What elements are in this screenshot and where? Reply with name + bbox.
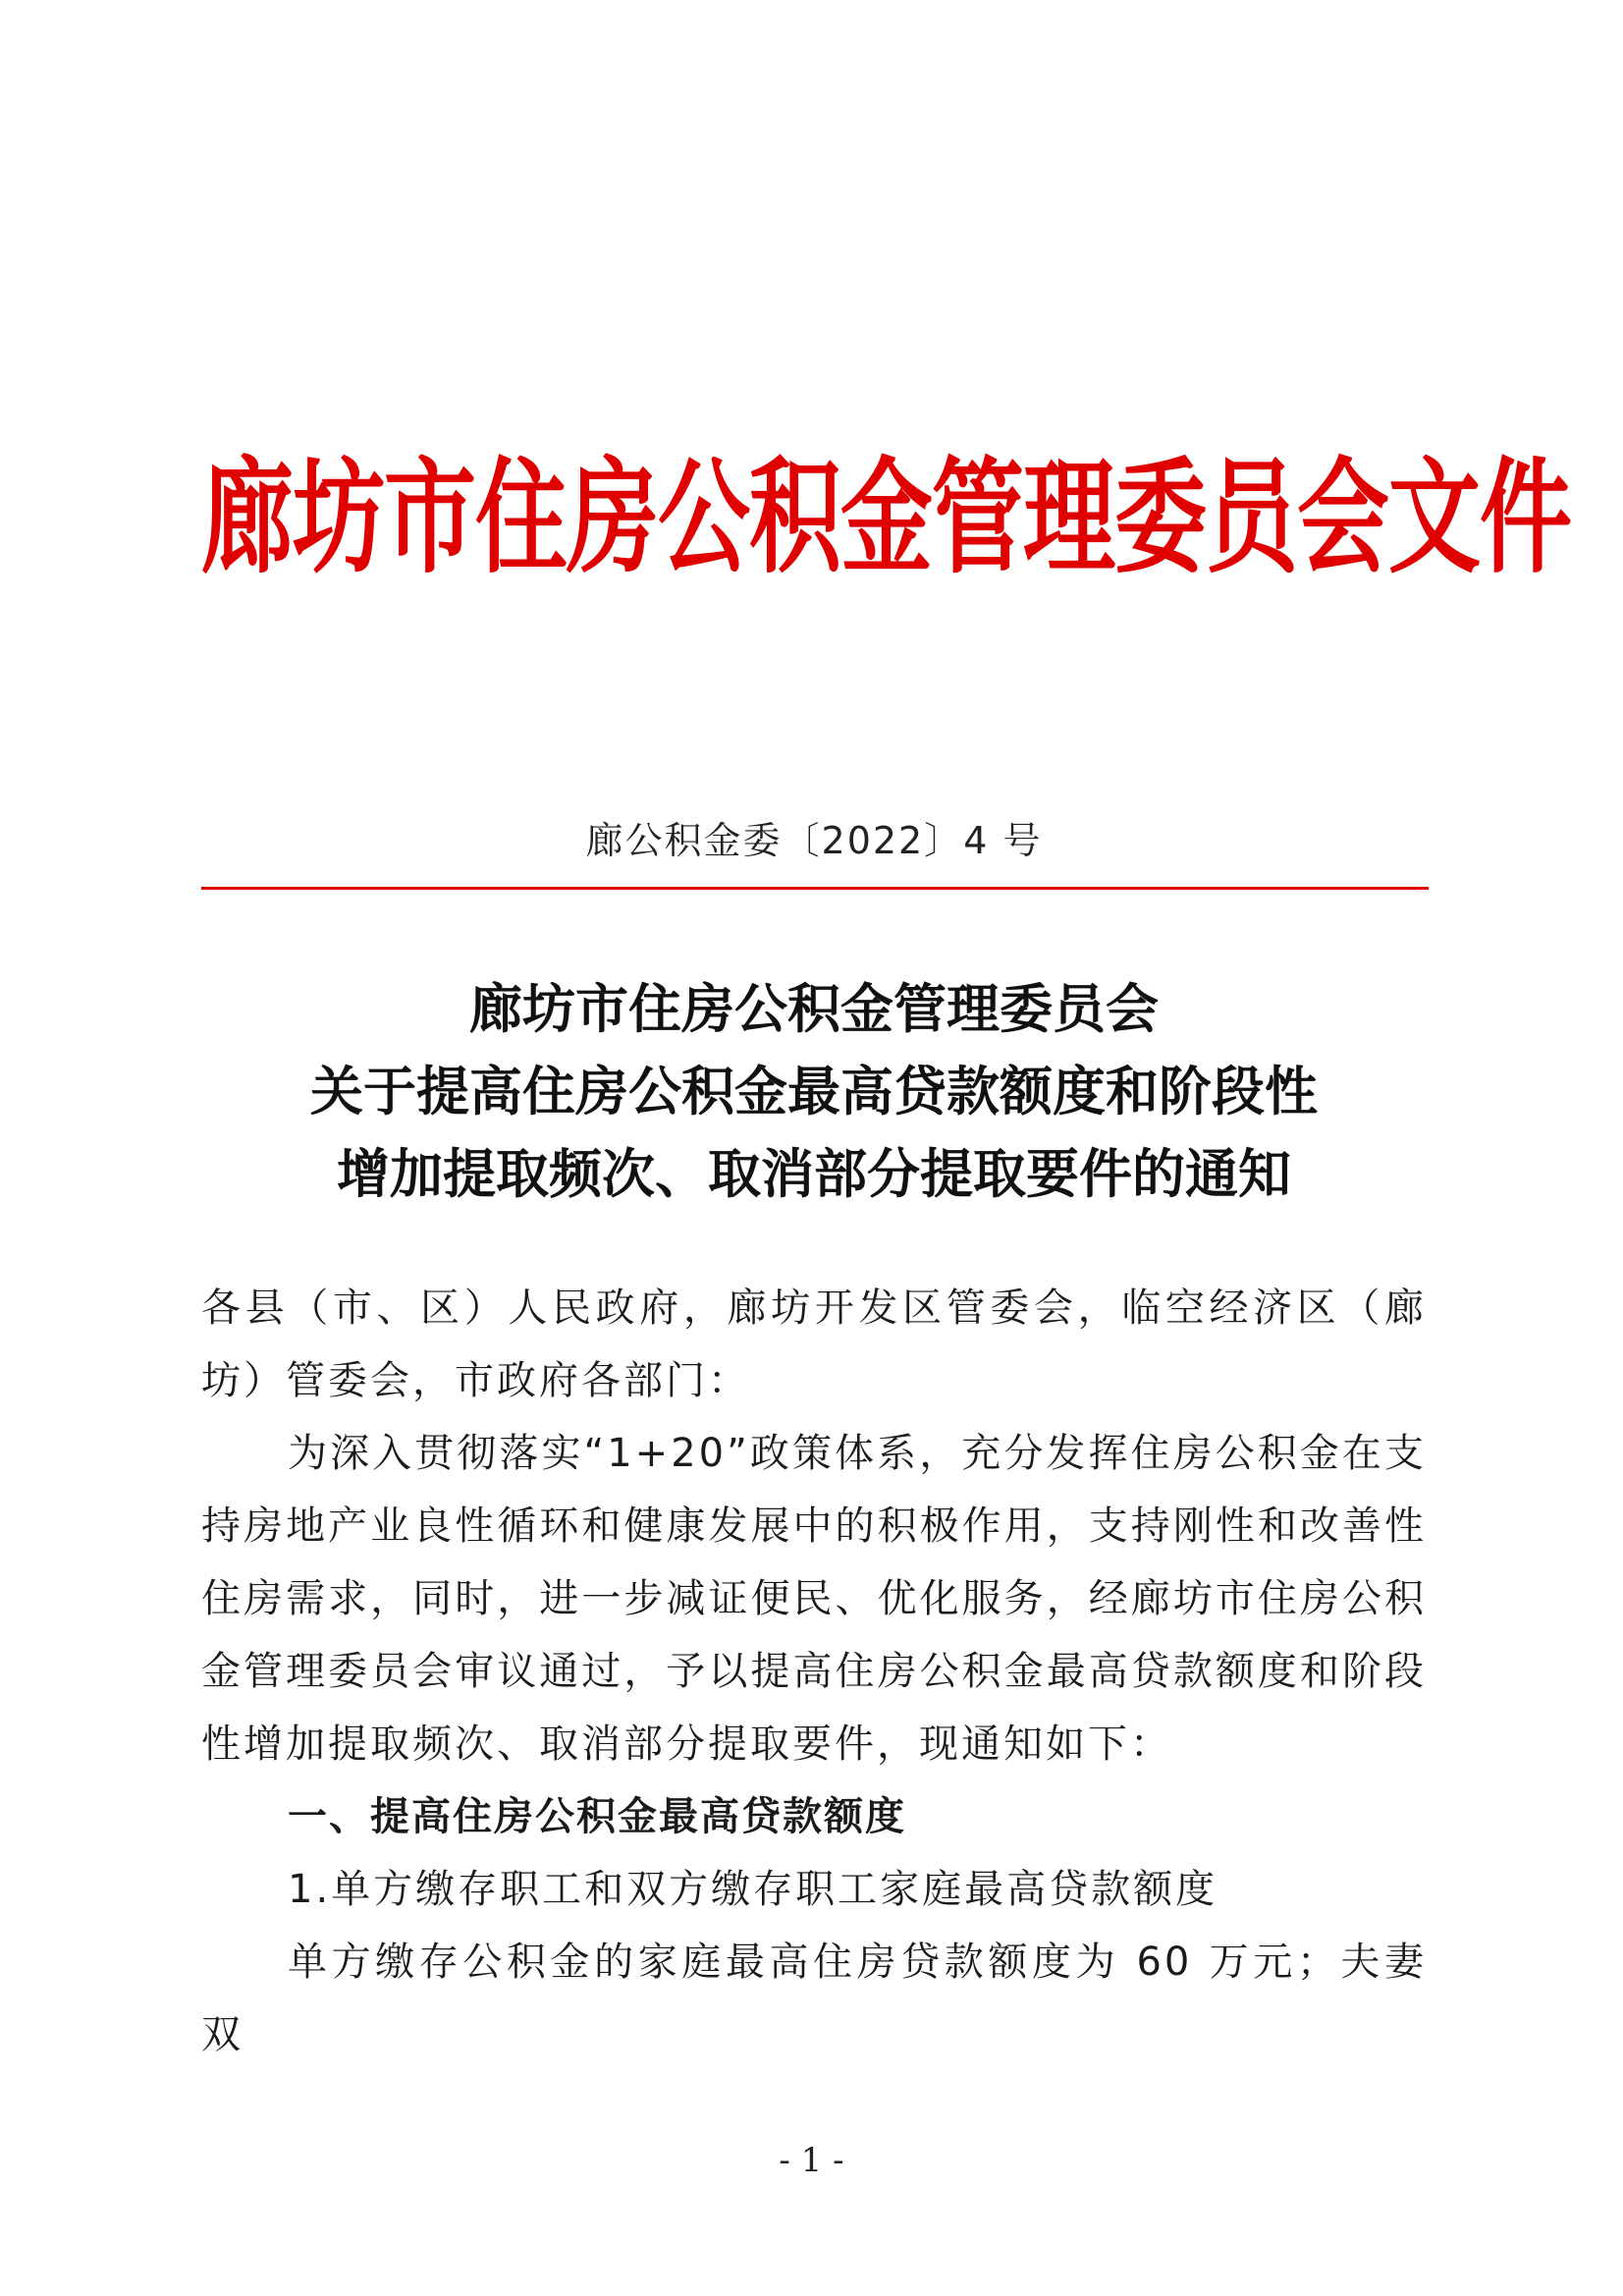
notice-body — [201, 1272, 1427, 2071]
subsection-heading-1: 1.单方缴存职工和双方缴存职工家庭最高贷款额度 — [288, 1867, 1218, 1912]
notice-title-line-2: 关于提高住房公积金最高贷款额度和阶段性 — [310, 1060, 1318, 1122]
red-separator-line — [201, 887, 1429, 890]
notice-title — [201, 967, 1427, 1215]
body-paragraph-2: 单方缴存公积金的家庭最高住房贷款额度为 60 万元；夫妻双 — [201, 1940, 1427, 2057]
section-heading-1: 一、提高住房公积金最高贷款额度 — [288, 1794, 906, 1839]
page-number: - 1 - — [779, 2141, 844, 2180]
notice-title-line-3: 增加提取频次、取消部分提取要件的通知 — [337, 1142, 1291, 1205]
document-number: 廊公积金委〔2022〕4 号 — [585, 819, 1043, 862]
addressee-paragraph: 各县（市、区）人民政府，廊坊开发区管委会，临空经济区（廊坊）管委会，市政府各部门： — [201, 1285, 1427, 1403]
notice-title-line-1: 廊坊市住房公积金管理委员会 — [469, 977, 1159, 1040]
document-header-title: 廊坊市住房公积金管理委员会文件 — [201, 445, 1572, 592]
intro-paragraph: 为深入贯彻落实“1+20”政策体系，充分发挥住房公积金在支持房地产业良性循环和健康发展中的积极作用，支持刚性和改善性住房需求，同时，进一步减证便民、优化服务，经廊坊市住房公积金管理委员会审议通过，予以提高住房公积金最高贷款额度和阶段性增加提取频次、取消部分提取要件，现通知如下： — [201, 1431, 1427, 1767]
